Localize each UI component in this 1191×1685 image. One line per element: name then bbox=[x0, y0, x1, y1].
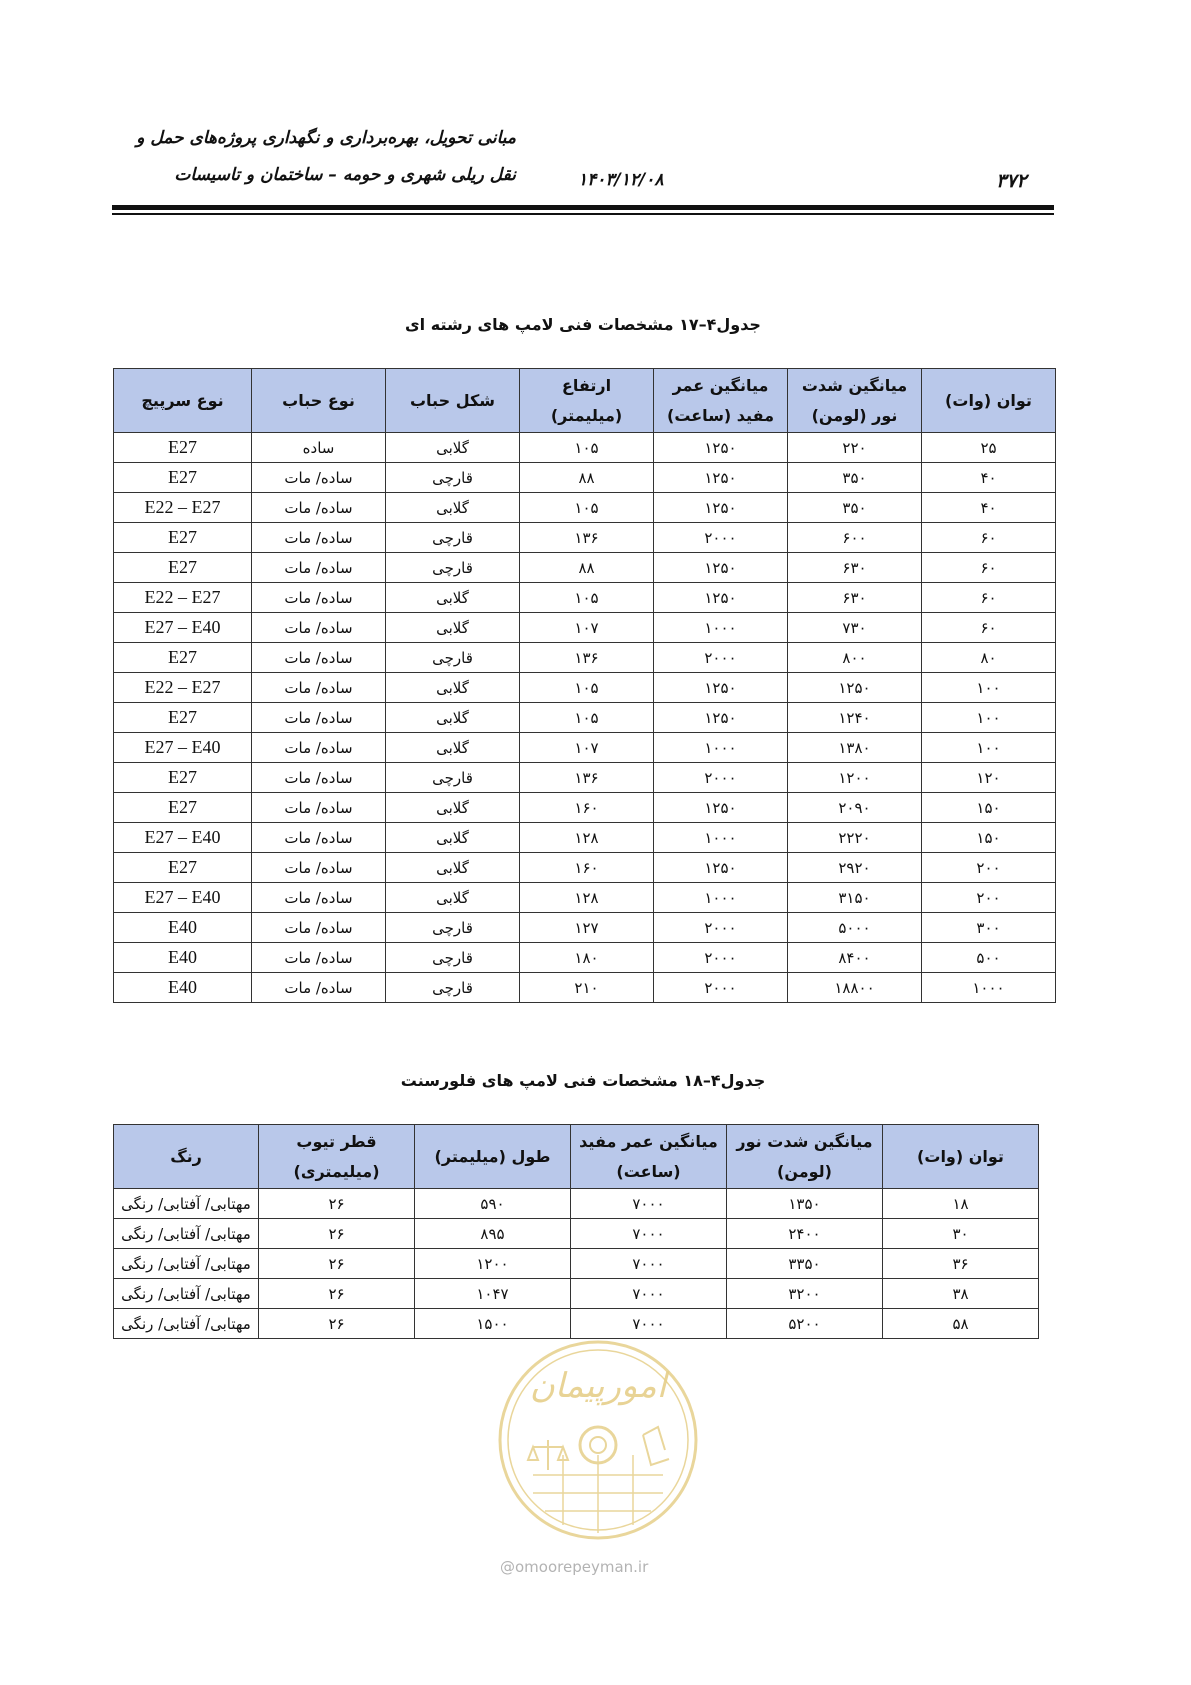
table-cell: ۶۳۰ bbox=[788, 553, 922, 583]
table-cell: ۸۴۰۰ bbox=[788, 943, 922, 973]
table-cell: ۱۲۵۰ bbox=[654, 553, 788, 583]
column-header-line2: (لومن) bbox=[777, 1161, 832, 1181]
table-cell: ساده/ مات bbox=[252, 583, 386, 613]
table-cell: ساده/ مات bbox=[252, 943, 386, 973]
table-cell: ۷۰۰۰ bbox=[571, 1249, 727, 1279]
table-cell: ۱۲۰۰ bbox=[415, 1249, 571, 1279]
table-cell: ۲۰۰۰ bbox=[654, 913, 788, 943]
table-cell: ساده/ مات bbox=[252, 613, 386, 643]
table-cell: ۱۲۰۰ bbox=[788, 763, 922, 793]
table-cell: ۵۲۰۰ bbox=[727, 1309, 883, 1339]
table-cell: گلابی bbox=[386, 433, 520, 463]
table-cell: ۸۸ bbox=[520, 463, 654, 493]
column-header-line1: توان (وات) bbox=[945, 390, 1032, 410]
page-number: ۳۷۲ bbox=[996, 170, 1027, 192]
column-header-line1: نوع حباب bbox=[282, 390, 355, 410]
table-cell: ۱۲۵۰ bbox=[654, 493, 788, 523]
table-cell: ۳۰۰ bbox=[922, 913, 1056, 943]
table2-header-row bbox=[114, 1125, 1039, 1189]
table-cell: ۲۶ bbox=[259, 1189, 415, 1219]
fluorescent-lamp-table bbox=[113, 1124, 1039, 1339]
table-cell: ۱۲۵۰ bbox=[654, 673, 788, 703]
table-cell: ۱۲۵۰ bbox=[654, 433, 788, 463]
table-cell: مهتابی/ آفتابی/ رنگی bbox=[114, 1219, 259, 1249]
table-cell: ۳۰ bbox=[883, 1219, 1039, 1249]
table-cell: ۱۲۵۰ bbox=[654, 853, 788, 883]
table-cell: ۲۰۰۰ bbox=[654, 643, 788, 673]
table-row bbox=[114, 613, 1056, 643]
table-cell: ۲۱۰ bbox=[520, 973, 654, 1003]
table-cell: ۱۰۰۰ bbox=[922, 973, 1056, 1003]
table-cell: ساده/ مات bbox=[252, 553, 386, 583]
incandescent-lamp-table bbox=[113, 368, 1056, 1003]
table-cell: قارچی bbox=[386, 643, 520, 673]
table-row bbox=[114, 1309, 1039, 1339]
table-cell: ۱۸ bbox=[883, 1189, 1039, 1219]
header-title-line1: مبانی تحویل، بهره‌برداری و نگهداری پروژه‌های حمل و bbox=[136, 128, 516, 148]
table-cell: E27 – E40 bbox=[114, 823, 252, 853]
table-cell: ۶۰ bbox=[922, 583, 1056, 613]
table-cell: E22 – E27 bbox=[114, 493, 252, 523]
table-cell: گلابی bbox=[386, 733, 520, 763]
table-cell: گلابی bbox=[386, 673, 520, 703]
table-row bbox=[114, 463, 1056, 493]
table-cell: ۱۰۵ bbox=[520, 583, 654, 613]
table-cell: گلابی bbox=[386, 883, 520, 913]
table-cell: قارچی bbox=[386, 523, 520, 553]
table-cell: ساده/ مات bbox=[252, 973, 386, 1003]
table-cell: مهتابی/ آفتابی/ رنگی bbox=[114, 1279, 259, 1309]
watermark-site: @omoorepeyman.ir bbox=[500, 1558, 649, 1576]
table-cell: ۱۳۵۰ bbox=[727, 1189, 883, 1219]
column-header-line1: نوع سرپیچ bbox=[141, 390, 224, 410]
table-cell: گلابی bbox=[386, 823, 520, 853]
table-cell: ۱۵۰ bbox=[922, 793, 1056, 823]
table-cell: ۱۲۵۰ bbox=[788, 673, 922, 703]
table-cell: ۳۶ bbox=[883, 1249, 1039, 1279]
table-cell: ۱۲۷ bbox=[520, 913, 654, 943]
table-cell: ۱۳۶ bbox=[520, 763, 654, 793]
table-cell: ۱۰۷ bbox=[520, 613, 654, 643]
column-header bbox=[654, 369, 788, 433]
table1-header-row bbox=[114, 369, 1056, 433]
table-cell: ۷۰۰۰ bbox=[571, 1189, 727, 1219]
table-cell: ۵۰۰۰ bbox=[788, 913, 922, 943]
table-cell: ۱۲۸ bbox=[520, 883, 654, 913]
table-row bbox=[114, 583, 1056, 613]
excavator-icon bbox=[643, 1427, 669, 1465]
table-row bbox=[114, 763, 1056, 793]
table-cell: ۱۲۸ bbox=[520, 823, 654, 853]
table-cell: ۱۸۰ bbox=[520, 943, 654, 973]
table-cell: ۱۰۵ bbox=[520, 433, 654, 463]
table-cell: ۱۲۰ bbox=[922, 763, 1056, 793]
table-cell: ۱۳۶ bbox=[520, 523, 654, 553]
table-cell: E22 – E27 bbox=[114, 583, 252, 613]
table-cell: E27 bbox=[114, 643, 252, 673]
table-cell: ۱۸۸۰۰ bbox=[788, 973, 922, 1003]
table-cell: گلابی bbox=[386, 583, 520, 613]
table-cell: ساده/ مات bbox=[252, 703, 386, 733]
column-header-line1: رنگ bbox=[170, 1146, 202, 1166]
column-header-line1: میانگین عمر مفید bbox=[579, 1131, 718, 1151]
table-row bbox=[114, 523, 1056, 553]
column-header-line1: طول (میلیمتر) bbox=[434, 1146, 551, 1166]
table-cell: ۱۰۵ bbox=[520, 493, 654, 523]
table-cell: ۲۹۲۰ bbox=[788, 853, 922, 883]
header-date: ۱۴۰۳/۱۲/۰۸ bbox=[578, 170, 664, 190]
table-cell: ۱۳۶ bbox=[520, 643, 654, 673]
header-rule-thin bbox=[112, 213, 1054, 215]
table-cell: ۶۰ bbox=[922, 613, 1056, 643]
table-cell: ساده/ مات bbox=[252, 823, 386, 853]
table-cell: ۵۸ bbox=[883, 1309, 1039, 1339]
table-cell: E27 – E40 bbox=[114, 883, 252, 913]
table1-caption: جدول۴–۱۷ مشخصات فنی لامپ های رشته ای bbox=[405, 315, 761, 334]
table-cell: E27 bbox=[114, 523, 252, 553]
table-cell: مهتابی/ آفتابی/ رنگی bbox=[114, 1249, 259, 1279]
table-cell: ۳۱۵۰ bbox=[788, 883, 922, 913]
table-cell: ساده bbox=[252, 433, 386, 463]
table-row bbox=[114, 973, 1056, 1003]
table-cell: ۸۸ bbox=[520, 553, 654, 583]
table1-body bbox=[114, 433, 1056, 1003]
table-cell: E27 bbox=[114, 703, 252, 733]
table-row bbox=[114, 433, 1056, 463]
table-cell: ۲۲۲۰ bbox=[788, 823, 922, 853]
column-header bbox=[788, 369, 922, 433]
table-cell: E27 bbox=[114, 763, 252, 793]
table-cell: ۲۰۰ bbox=[922, 883, 1056, 913]
table-cell: E27 bbox=[114, 433, 252, 463]
seal-grid bbox=[533, 1455, 663, 1533]
table-cell: گلابی bbox=[386, 493, 520, 523]
table-cell: ۱۰۰ bbox=[922, 673, 1056, 703]
table-cell: E40 bbox=[114, 943, 252, 973]
table-cell: ۵۰۰ bbox=[922, 943, 1056, 973]
table-row bbox=[114, 943, 1056, 973]
table-cell: ۲۶ bbox=[259, 1249, 415, 1279]
table-cell: E27 – E40 bbox=[114, 613, 252, 643]
table-cell: ۱۰۴۷ bbox=[415, 1279, 571, 1309]
column-header bbox=[386, 369, 520, 433]
column-header-line1: توان (وات) bbox=[917, 1146, 1004, 1166]
table-cell: E40 bbox=[114, 913, 252, 943]
table-cell: ۳۵۰ bbox=[788, 493, 922, 523]
table-row bbox=[114, 673, 1056, 703]
column-header-line2: مفید (ساعت) bbox=[667, 405, 774, 425]
table-cell: ۲۶ bbox=[259, 1279, 415, 1309]
header-title-line2: نقل ریلی شهری و حومه – ساختمان و تاسیسات bbox=[174, 165, 516, 185]
table2-caption: جدول۴–۱۸ مشخصات فنی لامپ های فلورسنت bbox=[400, 1071, 766, 1090]
table-cell: ۱۵۰ bbox=[922, 823, 1056, 853]
table-cell: ساده/ مات bbox=[252, 913, 386, 943]
table-cell: ۱۰۰۰ bbox=[654, 733, 788, 763]
table-cell: ۲۴۰۰ bbox=[727, 1219, 883, 1249]
table-cell: گلابی bbox=[386, 703, 520, 733]
table-cell: قارچی bbox=[386, 913, 520, 943]
table-cell: ۳۲۰۰ bbox=[727, 1279, 883, 1309]
table-row bbox=[114, 1219, 1039, 1249]
seal-watermark bbox=[493, 1335, 703, 1545]
table-row bbox=[114, 913, 1056, 943]
column-header-line1: میانگین شدت نور bbox=[736, 1131, 873, 1151]
column-header-line1: شکل حباب bbox=[409, 390, 496, 410]
table-row bbox=[114, 1279, 1039, 1309]
column-header bbox=[922, 369, 1056, 433]
table-cell: ۲۲۰ bbox=[788, 433, 922, 463]
table-row bbox=[114, 703, 1056, 733]
table-cell: E22 – E27 bbox=[114, 673, 252, 703]
table-row bbox=[114, 553, 1056, 583]
table-cell: ۳۳۵۰ bbox=[727, 1249, 883, 1279]
table-cell: ۱۰۵ bbox=[520, 673, 654, 703]
table-cell: E27 – E40 bbox=[114, 733, 252, 763]
table-cell: ۷۰۰۰ bbox=[571, 1279, 727, 1309]
column-header bbox=[520, 369, 654, 433]
column-header-line1: قطر تیوب bbox=[296, 1131, 377, 1151]
column-header bbox=[571, 1125, 727, 1189]
table-cell: ۷۰۰۰ bbox=[571, 1219, 727, 1249]
table-cell: قارچی bbox=[386, 763, 520, 793]
column-header-line1: ارتفاع (میلیمتر) bbox=[550, 375, 623, 425]
table-cell: ۱۳۸۰ bbox=[788, 733, 922, 763]
column-header bbox=[252, 369, 386, 433]
column-header bbox=[727, 1125, 883, 1189]
table-row bbox=[114, 1249, 1039, 1279]
table-cell: ۱۰۰۰ bbox=[654, 613, 788, 643]
table-cell: ۳۸ bbox=[883, 1279, 1039, 1309]
column-header-line2: (میلیمتری) bbox=[293, 1161, 380, 1181]
table-cell: ۱۰۵ bbox=[520, 703, 654, 733]
table-cell: ۷۰۰۰ bbox=[571, 1309, 727, 1339]
table-cell: ۱۰۰ bbox=[922, 733, 1056, 763]
table-cell: ۶۰ bbox=[922, 553, 1056, 583]
table-cell: قارچی bbox=[386, 973, 520, 1003]
table-cell: قارچی bbox=[386, 553, 520, 583]
column-header bbox=[883, 1125, 1039, 1189]
table-cell: گلابی bbox=[386, 613, 520, 643]
table-cell: قارچی bbox=[386, 463, 520, 493]
table-cell: ۱۲۵۰ bbox=[654, 793, 788, 823]
column-header bbox=[259, 1125, 415, 1189]
column-header-line2: (ساعت) bbox=[616, 1161, 681, 1181]
table-cell: ساده/ مات bbox=[252, 523, 386, 553]
table-cell: ۱۶۰ bbox=[520, 853, 654, 883]
table-cell: ۱۲۵۰ bbox=[654, 463, 788, 493]
table-cell: ۶۳۰ bbox=[788, 583, 922, 613]
table-cell: ۸۰۰ bbox=[788, 643, 922, 673]
table-cell: ساده/ مات bbox=[252, 883, 386, 913]
scales-icon bbox=[528, 1440, 568, 1470]
table-cell: ساده/ مات bbox=[252, 643, 386, 673]
table-row bbox=[114, 793, 1056, 823]
table-cell: ساده/ مات bbox=[252, 733, 386, 763]
table-cell: ۲۰۰۰ bbox=[654, 763, 788, 793]
table-cell: ۱۲۵۰ bbox=[654, 583, 788, 613]
table-cell: E27 bbox=[114, 463, 252, 493]
table-row bbox=[114, 643, 1056, 673]
table-row bbox=[114, 853, 1056, 883]
table-cell: گلابی bbox=[386, 853, 520, 883]
table-cell: ۲۶ bbox=[259, 1219, 415, 1249]
table-cell: مهتابی/ آفتابی/ رنگی bbox=[114, 1309, 259, 1339]
table-cell: ۷۳۰ bbox=[788, 613, 922, 643]
table-cell: ۶۰۰ bbox=[788, 523, 922, 553]
table-cell: ۱۰۷ bbox=[520, 733, 654, 763]
table-cell: مهتابی/ آفتابی/ رنگی bbox=[114, 1189, 259, 1219]
header-rule-thick bbox=[112, 205, 1054, 210]
column-header bbox=[114, 369, 252, 433]
column-header bbox=[415, 1125, 571, 1189]
table-row bbox=[114, 1189, 1039, 1219]
table-cell: ۴۰ bbox=[922, 463, 1056, 493]
table-cell: ۱۲۴۰ bbox=[788, 703, 922, 733]
table-cell: ۱۰۰ bbox=[922, 703, 1056, 733]
table-cell: ساده/ مات bbox=[252, 793, 386, 823]
table-cell: ۸۰ bbox=[922, 643, 1056, 673]
table-row bbox=[114, 733, 1056, 763]
table-row bbox=[114, 823, 1056, 853]
table-row bbox=[114, 883, 1056, 913]
table2-body bbox=[114, 1189, 1039, 1339]
table-cell: ساده/ مات bbox=[252, 853, 386, 883]
table-cell: ۲۰۰ bbox=[922, 853, 1056, 883]
table-cell: E27 bbox=[114, 553, 252, 583]
seal-text: امورپیمان bbox=[529, 1366, 667, 1406]
table-cell: ۲۰۰۰ bbox=[654, 523, 788, 553]
table-cell: ساده/ مات bbox=[252, 463, 386, 493]
table-cell: E40 bbox=[114, 973, 252, 1003]
table-cell: ۲۶ bbox=[259, 1309, 415, 1339]
table-cell: ۲۵ bbox=[922, 433, 1056, 463]
table-cell: E27 bbox=[114, 853, 252, 883]
column-header-line2: نور (لومن) bbox=[811, 405, 898, 425]
column-header bbox=[114, 1125, 259, 1189]
table-cell: قارچی bbox=[386, 943, 520, 973]
table-cell: ۲۰۰۰ bbox=[654, 943, 788, 973]
table-cell: ۲۰۰۰ bbox=[654, 973, 788, 1003]
table-cell: ۳۵۰ bbox=[788, 463, 922, 493]
table-cell: ۲۰۹۰ bbox=[788, 793, 922, 823]
table-cell: گلابی bbox=[386, 793, 520, 823]
table-cell: ۱۵۰۰ bbox=[415, 1309, 571, 1339]
table-cell: ۸۹۵ bbox=[415, 1219, 571, 1249]
table-cell: ۱۶۰ bbox=[520, 793, 654, 823]
table-row bbox=[114, 493, 1056, 523]
table-cell: ساده/ مات bbox=[252, 673, 386, 703]
table-cell: ۱۲۵۰ bbox=[654, 703, 788, 733]
table-cell: ۱۰۰۰ bbox=[654, 883, 788, 913]
table-cell: ۶۰ bbox=[922, 523, 1056, 553]
table-cell: ساده/ مات bbox=[252, 493, 386, 523]
column-header-line1: میانگین شدت bbox=[801, 375, 908, 395]
table-cell: E27 bbox=[114, 793, 252, 823]
table-cell: ۱۰۰۰ bbox=[654, 823, 788, 853]
column-header-line1: میانگین عمر bbox=[672, 375, 769, 395]
table-cell: ۵۹۰ bbox=[415, 1189, 571, 1219]
table-cell: ساده/ مات bbox=[252, 763, 386, 793]
table-cell: ۴۰ bbox=[922, 493, 1056, 523]
